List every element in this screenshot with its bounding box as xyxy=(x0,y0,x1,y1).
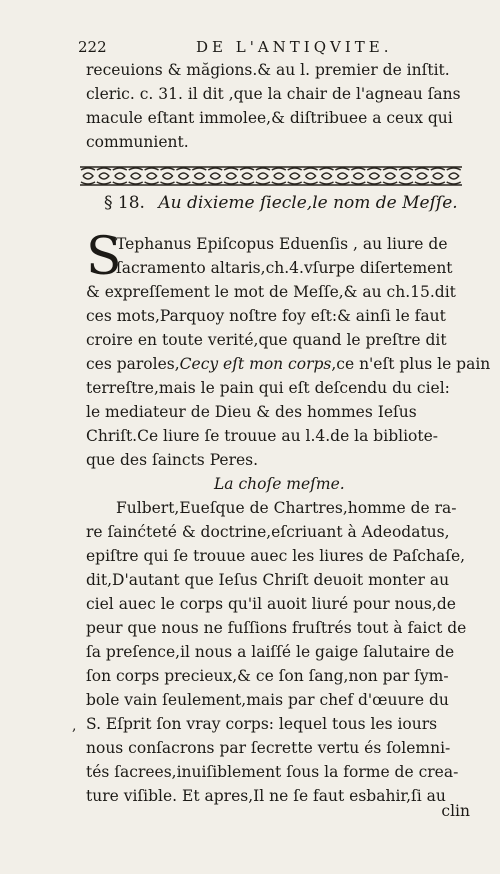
section-heading xyxy=(104,193,458,213)
drop-cap: S xyxy=(86,227,122,287)
main-paragraph xyxy=(86,227,491,808)
ornament-knot xyxy=(383,168,397,184)
ornament-knot xyxy=(399,168,413,184)
text-line: re ſainćteté & doctrine,eſcriuant à Adeodatus, xyxy=(86,523,450,541)
section-number: § 18. xyxy=(104,193,145,213)
quoted-words: Cecy eſt mon corps xyxy=(179,355,332,373)
ornament-knot xyxy=(208,168,222,184)
text-line: ces mots,Parquoy noſtre foy eſt:& ainſi le faut xyxy=(86,307,446,325)
text-line: epiſtre qui ſe trouue auec les liures de Paſchaſe, xyxy=(86,547,466,565)
text-line: cleric. c. 31. il dit ,que la chair de l'agneau ſans xyxy=(86,85,461,103)
text-line: communient. xyxy=(86,133,189,151)
text-line: ciel auec le corps qu'il auoit liuré pour nous,de xyxy=(86,595,456,613)
text-line: nous conſacrons par ſecrette vertu és ſolemni- xyxy=(86,739,451,757)
ornament-knot xyxy=(192,168,206,184)
ornament-knot xyxy=(145,168,159,184)
text-line: Tephanus Epiſcopus Eduenſis , au liure de xyxy=(116,235,448,253)
text-line: macule eſtant immolee,& diſtribuee a ceux qui xyxy=(86,109,453,127)
marginal-mark: , xyxy=(72,718,77,734)
ornament-knot xyxy=(335,168,349,184)
text-run: ces paroles, xyxy=(86,355,180,373)
ornament-knot xyxy=(288,168,302,184)
text-run: ,ce n'eſt plus le pain xyxy=(331,355,491,373)
ornament-knot xyxy=(447,168,461,184)
subheading: La choſe meſme. xyxy=(214,475,345,493)
ornament-knot xyxy=(176,168,190,184)
top-paragraph xyxy=(86,58,474,154)
running-head: DE L'ANTIQVITE. xyxy=(196,38,393,56)
ornament-knot xyxy=(304,168,318,184)
ornament-knot xyxy=(415,168,429,184)
folio-number: 222 xyxy=(78,38,107,56)
text-line: terreſtre,mais le pain qui eſt deſcendu du ciel: xyxy=(86,379,450,397)
text-line xyxy=(86,352,491,376)
ornament-knot xyxy=(161,168,175,184)
ornament-knot xyxy=(129,168,143,184)
ornament-knot xyxy=(351,168,365,184)
text-line: & expreſſement le mot de Meſſe,& au ch.15.dit xyxy=(86,283,456,301)
ornament-knot xyxy=(272,168,286,184)
text-line: S. Eſprit ſon vray corps: lequel tous les iours xyxy=(86,715,438,733)
ornament-knot xyxy=(240,168,254,184)
ornament-knot xyxy=(431,168,445,184)
text-line: bole vain ſeulement,mais par chef d'œuure du xyxy=(86,691,449,709)
page-header xyxy=(78,38,460,60)
text-line: peur que nous ne fuſſions fruſtrés tout à faict de xyxy=(86,619,467,637)
ornament-knot xyxy=(81,168,95,184)
ornament-knot xyxy=(320,168,334,184)
ornament-knot xyxy=(367,168,381,184)
text-line: ture viſible. Et apres,Il ne ſe faut esbahir,ſi au xyxy=(86,787,446,805)
catchword: clin xyxy=(441,802,470,820)
ornament-knot xyxy=(224,168,238,184)
text-line: receuions & măgions.& au l. premier de inſtit. xyxy=(86,61,450,79)
ornament-knot xyxy=(113,168,127,184)
text-line: dit,D'autant que Ieſus Chriſt deuoit monter au xyxy=(86,571,450,589)
section-title: Au dixieme ſiecle,le nom de Meſſe. xyxy=(158,193,458,213)
text-line: Chriſt.Ce liure ſe trouue au l.4.de la bibliote- xyxy=(86,427,438,445)
text-line: croire en toute verité,que quand le preſtre dit xyxy=(86,331,447,349)
ornament-band xyxy=(80,166,462,186)
ornament-knot xyxy=(256,168,270,184)
text-line: ſon corps precieux,& ce ſon ſang,non par ſym- xyxy=(86,667,449,685)
text-line: ſa preſence,il nous a laiſſé le gaige ſalutaire de xyxy=(86,643,455,661)
text-line: le mediateur de Dieu & des hommes Ieſus xyxy=(86,403,417,421)
text-line: Fulbert,Eueſque de Chartres,homme de ra- xyxy=(116,499,457,517)
text-line: tés ſacrees,inuiſiblement ſous la forme de crea- xyxy=(86,763,459,781)
text-line: ſacramento altaris,ch.4.vſurpe diſertement xyxy=(116,259,453,277)
text-line: que des ſaincts Peres. xyxy=(86,451,259,469)
ornament-knot xyxy=(97,168,111,184)
